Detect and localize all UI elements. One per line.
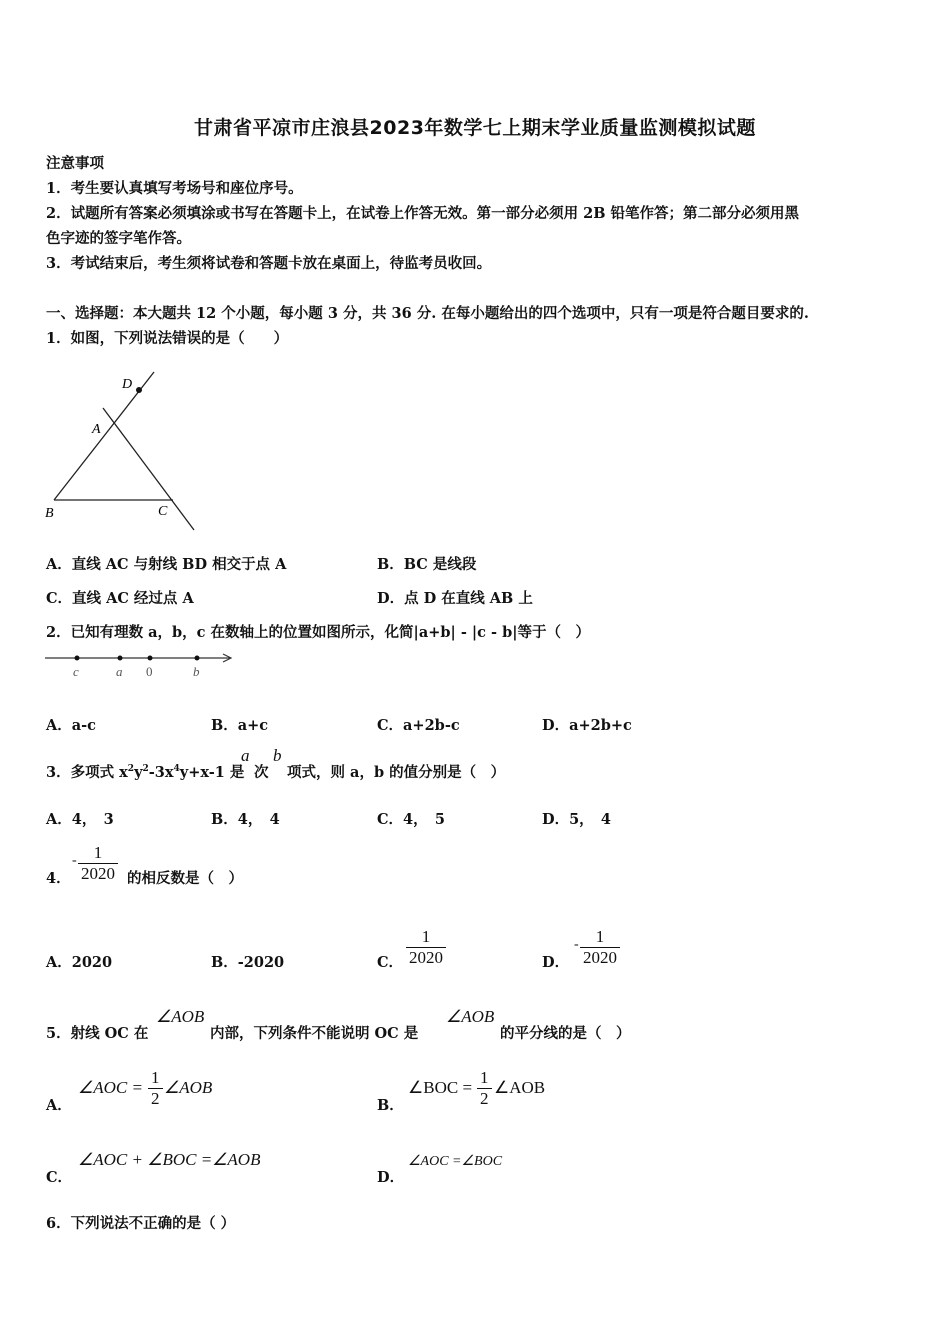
notice-item-2-cont: 色字迹的签字笔作答。: [46, 230, 191, 247]
q4-optc-num: 1: [421, 927, 431, 946]
q6-stem: 6．下列说法不正确的是（ ）: [46, 1215, 236, 1232]
q4-option-c-fraction: [406, 927, 446, 967]
label-b: B: [45, 506, 54, 521]
q4-option-b: B．-2020: [211, 954, 285, 971]
q5-opta-right: ∠AOB: [164, 1078, 213, 1097]
q3-option-d: D．5， 4: [542, 811, 612, 828]
point-zero: [148, 656, 153, 661]
q5-opta-left: ∠AOC =: [78, 1078, 143, 1097]
q3-option-b: B．4， 4: [211, 811, 280, 828]
line-ac: [103, 408, 194, 530]
label-a: A: [92, 422, 101, 437]
q4-denominator: 2020: [78, 863, 118, 884]
point-a: [118, 656, 123, 661]
point-d: [136, 387, 142, 393]
axis-label-c: c: [73, 664, 79, 679]
q5-option-a-label: A．: [46, 1097, 72, 1114]
axis-label-a: a: [116, 664, 123, 679]
q5-option-c-label: C．: [46, 1169, 73, 1186]
q3-exp-2: 2: [142, 764, 149, 775]
q3-option-a: A．4， 3: [46, 811, 114, 828]
q3-stem: [46, 761, 244, 782]
q4-numerator: 1: [93, 843, 103, 862]
notice-item-3: 3．考试结束后，考生须将试卷和答题卡放在桌面上，待监考员收回。: [46, 255, 492, 272]
q2-option-c: C．a+2b-c: [377, 717, 460, 734]
q4-option-d-fraction: [580, 927, 620, 967]
q5-part-3: 的平分线的是（ ）: [500, 1025, 631, 1042]
q3-exp-1: 2: [127, 764, 135, 775]
q2-option-a: A．a-c: [46, 717, 96, 734]
q1-option-a: A．直线 AC 与射线 BD 相交于点 A: [46, 556, 287, 573]
q4-optc-den: 2020: [406, 947, 446, 968]
q3-term-2: -3x: [148, 764, 174, 781]
q2-option-d: D．a+2b+c: [542, 717, 632, 734]
q4-fraction: [78, 843, 118, 883]
q3-exp-3: 4: [173, 764, 180, 775]
q5-opta-num: 1: [151, 1068, 160, 1087]
q4-optd-den: 2020: [580, 947, 620, 968]
point-c: [75, 656, 80, 661]
q3-var-a: a: [241, 746, 250, 765]
q1-option-c: C．直线 AC 经过点 A: [46, 590, 194, 607]
notice-item-2: 2．试题所有答案必须填涂或书写在答题卡上，在试卷上作答无效。第一部分必须用 2B 铅笔作答；第二部分必须用黑: [46, 205, 800, 222]
q5-optd-expr: ∠AOC =∠BOC: [408, 1154, 503, 1169]
q5-part-1: 5．射线 OC 在: [46, 1025, 149, 1042]
q4-option-a: A．2020: [46, 954, 113, 971]
q3-suffix: 项式，则 a，b 的值分别是（ ）: [287, 764, 506, 781]
q5-option-d-label: D．: [377, 1169, 405, 1186]
q5-part-2: 内部，下列条件不能说明 OC 是: [210, 1025, 419, 1042]
q1-option-d: D．点 D 在直线 AB 上: [377, 590, 533, 607]
q2-option-b: B．a+c: [211, 717, 269, 734]
notice-item-1: 1．考生要认真填写考场号和座位序号。: [46, 180, 303, 197]
section-heading: 一、选择题：本大题共 12 个小题，每小题 3 分，共 36 分. 在每小题给出的四个选项中，只有一项是符合题目要求的.: [46, 305, 809, 322]
q4-neg: -: [72, 853, 77, 868]
q5-angle-1: ∠AOB: [156, 1007, 205, 1026]
label-d: D: [122, 377, 133, 392]
q5-option-b-label: B．: [377, 1097, 404, 1114]
q5-opta-fraction: [148, 1068, 163, 1108]
q1-triangle-figure: [40, 360, 210, 535]
q3-prefix: 3．多项式 x: [46, 764, 128, 781]
q4-option-d-label: D．: [542, 954, 570, 971]
q5-opta-den: 2: [148, 1088, 163, 1109]
q5-optc-expr: ∠AOC + ∠BOC =∠AOB: [78, 1150, 261, 1169]
q2-stem: 2．已知有理数 a，b，c 在数轴上的位置如图所示，化简|a+b| - |c - b|等于（ ）: [46, 624, 591, 641]
q1-stem: 1．如图，下列说法错误的是（ ）: [46, 330, 289, 347]
q5-optb-left: ∠BOC =: [408, 1078, 473, 1097]
q1-option-b: B．BC 是线段: [377, 556, 477, 573]
q5-optb-right: ∠AOB: [494, 1078, 546, 1097]
q3-option-c: C．4， 5: [377, 811, 445, 828]
q4-option-c-label: C．: [377, 954, 404, 971]
q5-angle-2: ∠AOB: [446, 1007, 495, 1026]
q3-term-1: y: [134, 764, 143, 781]
axis-label-zero: 0: [146, 664, 153, 679]
q4-optd-num: 1: [595, 927, 605, 946]
q4-optd-neg: -: [574, 937, 579, 952]
q5-optb-fraction: [477, 1068, 492, 1108]
page-title: 甘肃省平凉市庄浪县2023年数学七上期末学业质量监测模拟试题: [194, 117, 756, 139]
label-c: C: [158, 504, 168, 519]
q4-suffix: 的相反数是（ ）: [127, 870, 243, 887]
axis-label-b: b: [193, 664, 200, 679]
notice-heading: 注意事项: [46, 155, 104, 172]
point-b: [195, 656, 200, 661]
q5-optb-num: 1: [480, 1068, 489, 1087]
q3-mid: 次: [254, 764, 269, 781]
q5-optb-den: 2: [477, 1088, 492, 1109]
q2-number-line: [42, 648, 237, 680]
q4-number: 4．: [46, 870, 71, 887]
q3-term-3: y+x-1 是: [179, 764, 245, 781]
q3-var-b: b: [273, 746, 282, 765]
